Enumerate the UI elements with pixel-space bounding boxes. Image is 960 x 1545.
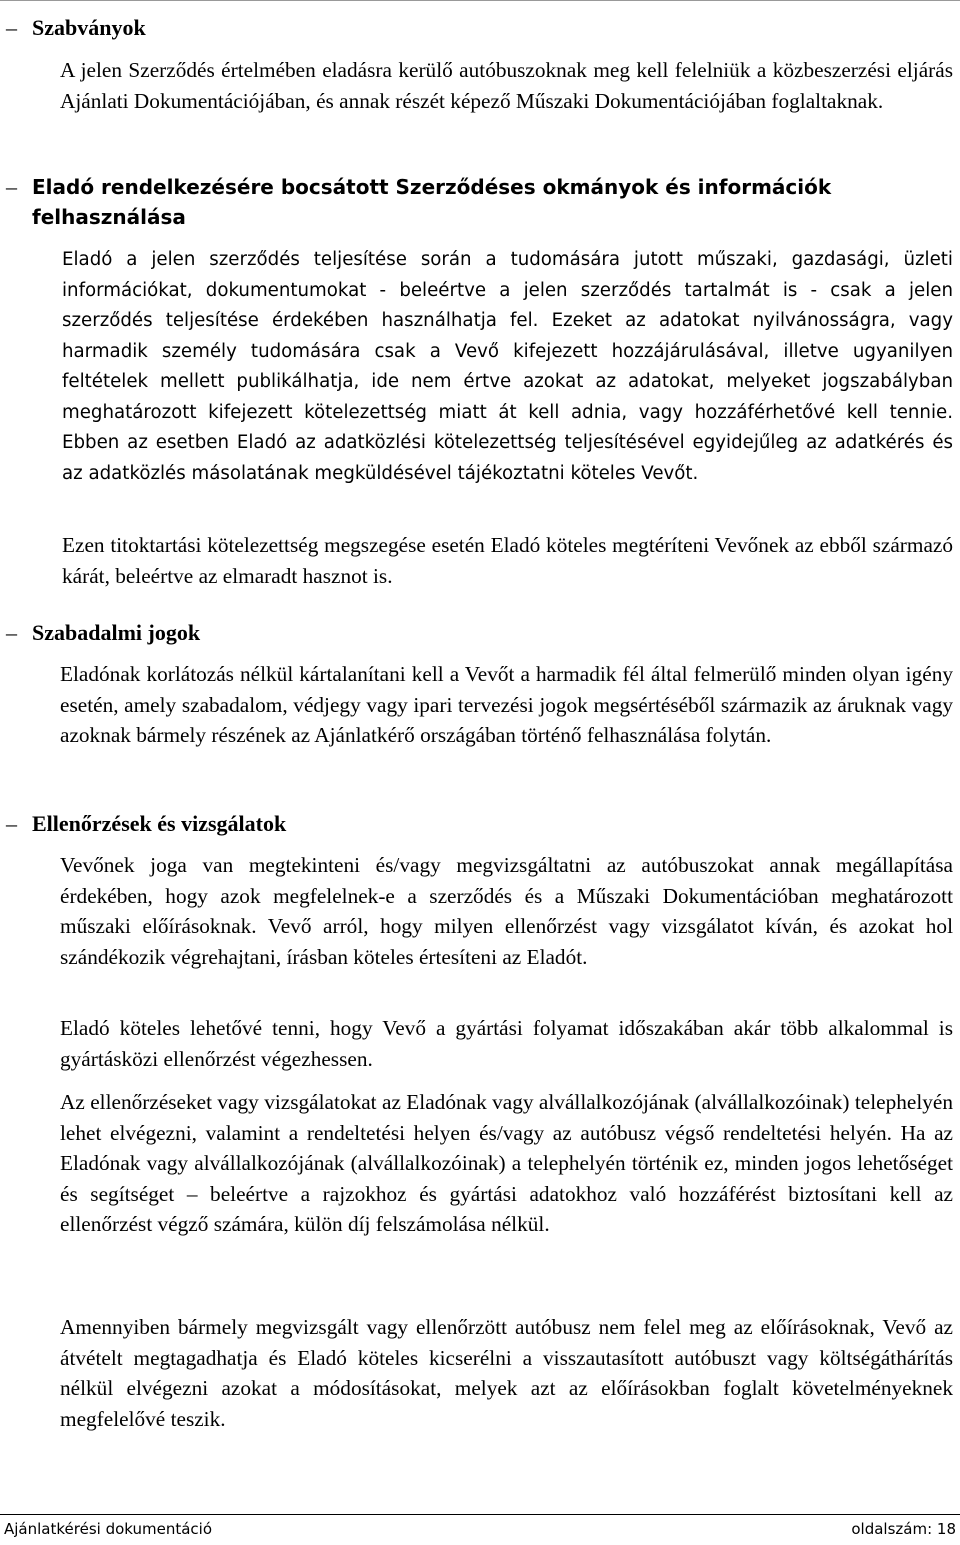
paragraph: Eladó a jelen szerződés teljesítése során a tudomására jutott műszaki, gazdasági, üzleti információkat, dokumentumokat - beleértve a jelen szerződés tartalmát is - csak a jelen szerződés teljesítése érdekében használhatja fel. Ezeket az adatokat nyilvánosságra, vagy harmadik személy tudomására csak a Vevő kifejezett hozzájárulásával, illetve ugyanilyen feltételek mellett publikálhatja, ide nem értve azokat az adatokat, melyeket jogszabályban meghatározott kifejezett kötelezettség miatt át kell adnia, vagy hozzáférhetővé kell tennie. Ebben az esetben Eladó az adatközlési kötelezettség teljesítésével egyidejűleg az adatkérés és az adatközlés másolatának megküldésével tájékoztatni köteles Vevőt. bbox=[62, 249, 953, 484]
section-heading-inspections bbox=[6, 809, 286, 839]
footer-document-title: Ajánlatkérési dokumentáció bbox=[4, 1520, 213, 1538]
section-heading-standards bbox=[6, 13, 146, 43]
heading-dash: – bbox=[6, 620, 17, 645]
heading-title: Ellenőrzések és vizsgálatok bbox=[32, 811, 287, 836]
heading-title: Eladó rendelkezésére bocsátott Szerződéses okmányok és információk felhasználása bbox=[32, 175, 832, 229]
footer-rule bbox=[0, 1514, 960, 1515]
paragraph: Az ellenőrzéseket vagy vizsgálatokat az Eladónak vagy alvállalkozójának (alvállalkozóinak) telephelyén lehet elvégezni, valamint a rendeltetési helyen és/vagy az autóbusz végső rendeltetési helyén. Ha az Eladónak vagy alvállalkozójának (alvállalkozóinak) a telephelyén történik ez, minden jogos lehetőséget és segítséget – beleértve a rajzokhoz és gyártási adatokhoz való hozzáférést biztosítani kell az ellenőrzést végző számára, külön díj felszámolása nélkül. bbox=[60, 1090, 953, 1236]
top-rule bbox=[0, 0, 960, 1]
heading-dash: – bbox=[6, 811, 17, 836]
section-heading-documents-usage bbox=[6, 172, 846, 232]
paragraph: Ezen titoktartási kötelezettség megszegése esetén Eladó köteles megtéríteni Vevőnek az ebből származó kárát, beleértve az elmaradt hasznot is. bbox=[62, 533, 953, 588]
paragraph: Eladó köteles lehetővé tenni, hogy Vevő a gyártási folyamat időszakában akár több alkalommal is gyártásközi ellenőrzést végezhessen. bbox=[60, 1016, 953, 1071]
paragraph: A jelen Szerződés értelmében eladásra kerülő autóbuszoknak meg kell felelniük a közbeszerzési eljárás Ajánlati Dokumentációjában, és annak részét képező Műszaki Dokumentációjában foglaltaknak. bbox=[60, 58, 953, 113]
heading-dash: – bbox=[6, 15, 17, 40]
footer-page-number: oldalszám: 18 bbox=[851, 1520, 956, 1538]
heading-title: Szabadalmi jogok bbox=[32, 620, 201, 645]
section-heading-patent-rights bbox=[6, 618, 200, 648]
heading-title: Szabványok bbox=[32, 15, 146, 40]
heading-dash: – bbox=[6, 174, 17, 199]
paragraph: Eladónak korlátozás nélkül kártalanítani kell a Vevőt a harmadik fél által felmerülő minden olyan igény esetén, amely szabadalom, védjegy vagy ipari tervezési jogok megsértéséből származik az áruknak vagy azoknak bármely részének az Ajánlatkérő országában történő felhasználása folytán. bbox=[60, 662, 953, 747]
paragraph: Vevőnek joga van megtekinteni és/vagy megvizsgáltatni az autóbuszokat annak megállapítása érdekében, hogy azok megfelelnek-e a szerződés és a Műszaki Dokumentációban meghatározott műszaki előírásoknak. Vevő arról, hogy milyen ellenőrzést vagy vizsgálatot kíván, és azokat hol szándékozik végrehajtani, írásban köteles értesíteni az Eladót. bbox=[60, 853, 953, 969]
paragraph: Amennyiben bármely megvizsgált vagy ellenőrzött autóbusz nem felel meg az előírásoknak, Vevő az átvételt megtagadhatja és Eladó köteles kicserélni a visszautasított autóbuszt vagy költségáthárítás nélkül elvégezni azokat a módosításokat, melyek azt az előírásokban foglalt követelményeknek megfelelővé teszik. bbox=[60, 1315, 953, 1431]
